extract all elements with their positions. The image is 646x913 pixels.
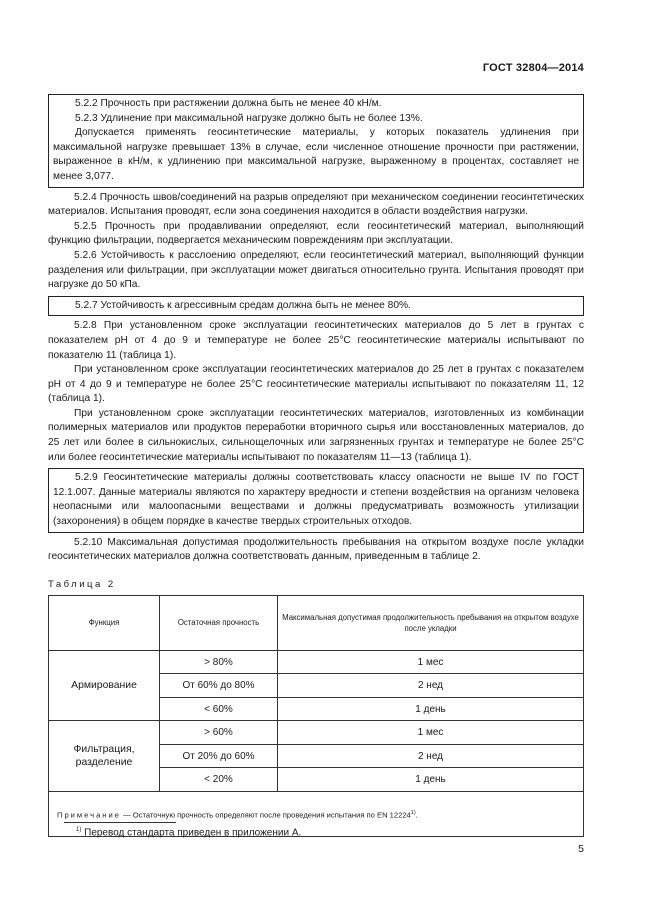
duration-cell: 1 день — [278, 697, 584, 721]
clause-5-2-4: 5.2.4 Прочность швов/соединений на разрыв определяют при механическом соединении геосинтетических материалов. Испытания проводят, если зона соединения находится в области воздействия нагрузки. — [48, 191, 584, 218]
note-text: — Остаточную прочность определяют после проведения испытания по EN 12224 — [120, 810, 411, 820]
clause-5-2-6: 5.2.6 Устойчивость к расслоению определяют, если геосинтетический материал, выполняющий функции разделения или фильтрации, при эксплуатации может двигаться относительно грунта. Испытания проводят при нагрузке до 50 кПа. — [48, 249, 584, 291]
function-cell: Армирование — [49, 650, 160, 721]
clause-5-2-8-25-years: При установленном сроке эксплуатации геосинтетических материалов до 25 лет в грунтах с показателем pH от 4 до 9 и температуре не более 25°C геосинтетические материалы испытывают по показателям 11, 12 (таблица 1). — [48, 364, 584, 405]
clause-5-2-9: 5.2.9 Геосинтетические материалы должны соответствовать классу опасности не выше IV по ГОСТ 12.1.007. Данные материалы являются по характеру вредности и степени воздействия на организм человека неопасными или малоопасными веществами и должны предусматривать возможность утилизации (захоронения) в общем порядке в качестве твердых строительных отходов. — [53, 472, 579, 528]
clause-5-2-8: 5.2.8 При установленном сроке эксплуатации геосинтетических материалов до 5 лет в грунтах с показателем pH от 4 до 9 и температуре не более 25°C геосинтетические материалы испытывают по показателю 11 (таблица 1). — [48, 320, 584, 361]
exposure-table — [48, 595, 584, 837]
strength-cell: < 20% — [160, 768, 278, 792]
boxed-section-5-2-7 — [48, 296, 584, 317]
footnote-mark: 1) — [76, 827, 82, 833]
strength-cell: > 80% — [160, 650, 278, 674]
duration-cell: 1 мес — [278, 650, 584, 674]
note-label: Примечание — [57, 810, 121, 820]
clause-5-2-7: 5.2.7 Устойчивость к агрессивным средам должна быть не менее 80%. — [75, 299, 411, 311]
header-function: Функция — [49, 595, 160, 650]
main-content — [48, 94, 584, 837]
duration-cell: 2 нед — [278, 674, 584, 698]
footnote — [76, 827, 301, 838]
boxed-section-5-2-2 — [48, 94, 584, 188]
strength-cell: От 60% до 80% — [160, 674, 278, 698]
page-number: 5 — [578, 843, 584, 855]
clause-5-2-5: 5.2.5 Прочность при продавливании определяют, если геосинтетический материал, выполняющий функцию фильтрации, подвергается механическим повреждениям при эксплуатации. — [48, 220, 584, 247]
header-residual-strength: Остаточная прочность — [160, 595, 278, 650]
footnote-divider — [64, 822, 176, 823]
note-footnote-ref: 1) — [410, 809, 416, 816]
duration-cell: 1 мес — [278, 721, 584, 745]
table-row — [49, 721, 584, 745]
clause-5-2-2: 5.2.2 Прочность при растяжении должна быть не менее 40 кН/м. — [75, 98, 382, 109]
duration-cell: 2 нед — [278, 744, 584, 768]
duration-cell: 1 день — [278, 768, 584, 792]
table-header-row — [49, 595, 584, 650]
function-cell: Фильтрация, разделение — [49, 721, 160, 792]
boxed-section-5-2-9 — [48, 468, 584, 532]
strength-cell: > 60% — [160, 721, 278, 745]
strength-cell: От 20% до 60% — [160, 744, 278, 768]
document-code: ГОСТ 32804—2014 — [482, 62, 584, 74]
clause-5-2-8-combined: При установленном сроке эксплуатации геосинтетических материалов, изготовленных из комбинации полимерных материалов или продуктов переработки вторичного сырья или восстановленных материалов, до 25 лет или более в сильнокислых, сильнощелочных или загрязненных грунтах и температуре не более 25°C или более геосинтетические материалы испытывают по показателям 11—13 (таблица 1). — [48, 407, 584, 463]
table-note: Примечание — Остаточную прочность определяют после проведения испытания по EN 12224$^{1)}$. — [49, 791, 584, 836]
clause-5-2-3-allowance: Допускается применять геосинтетические материалы, у которых показатель удлинения при максимальной нагрузке превышает 13% в случае, если численное отношение прочности при растяжении, выраженное в кН/м, к удлинению при максимальной нагрузке, выраженному в процентах, составляет не менее 3,077. — [53, 127, 579, 182]
table-label: Таблица 2 — [48, 578, 116, 590]
footnote-text: Перевод стандарта приведен в приложении А. — [84, 827, 302, 839]
strength-cell: < 60% — [160, 697, 278, 721]
table-row — [49, 650, 584, 674]
header-max-duration: Максимальная допустимая продолжительность пребывания на открытом воздухе после укладки — [278, 595, 584, 650]
clause-5-2-10: 5.2.10 Максимальная допустимая продолжительность пребывания на открытом воздухе после укладки геосинтетических материалов должна соответствовать данным, приведенным в таблице 2. — [48, 536, 584, 563]
clause-5-2-3: 5.2.3 Удлинение при максимальной нагрузке должно быть не более 13%. — [75, 112, 423, 124]
